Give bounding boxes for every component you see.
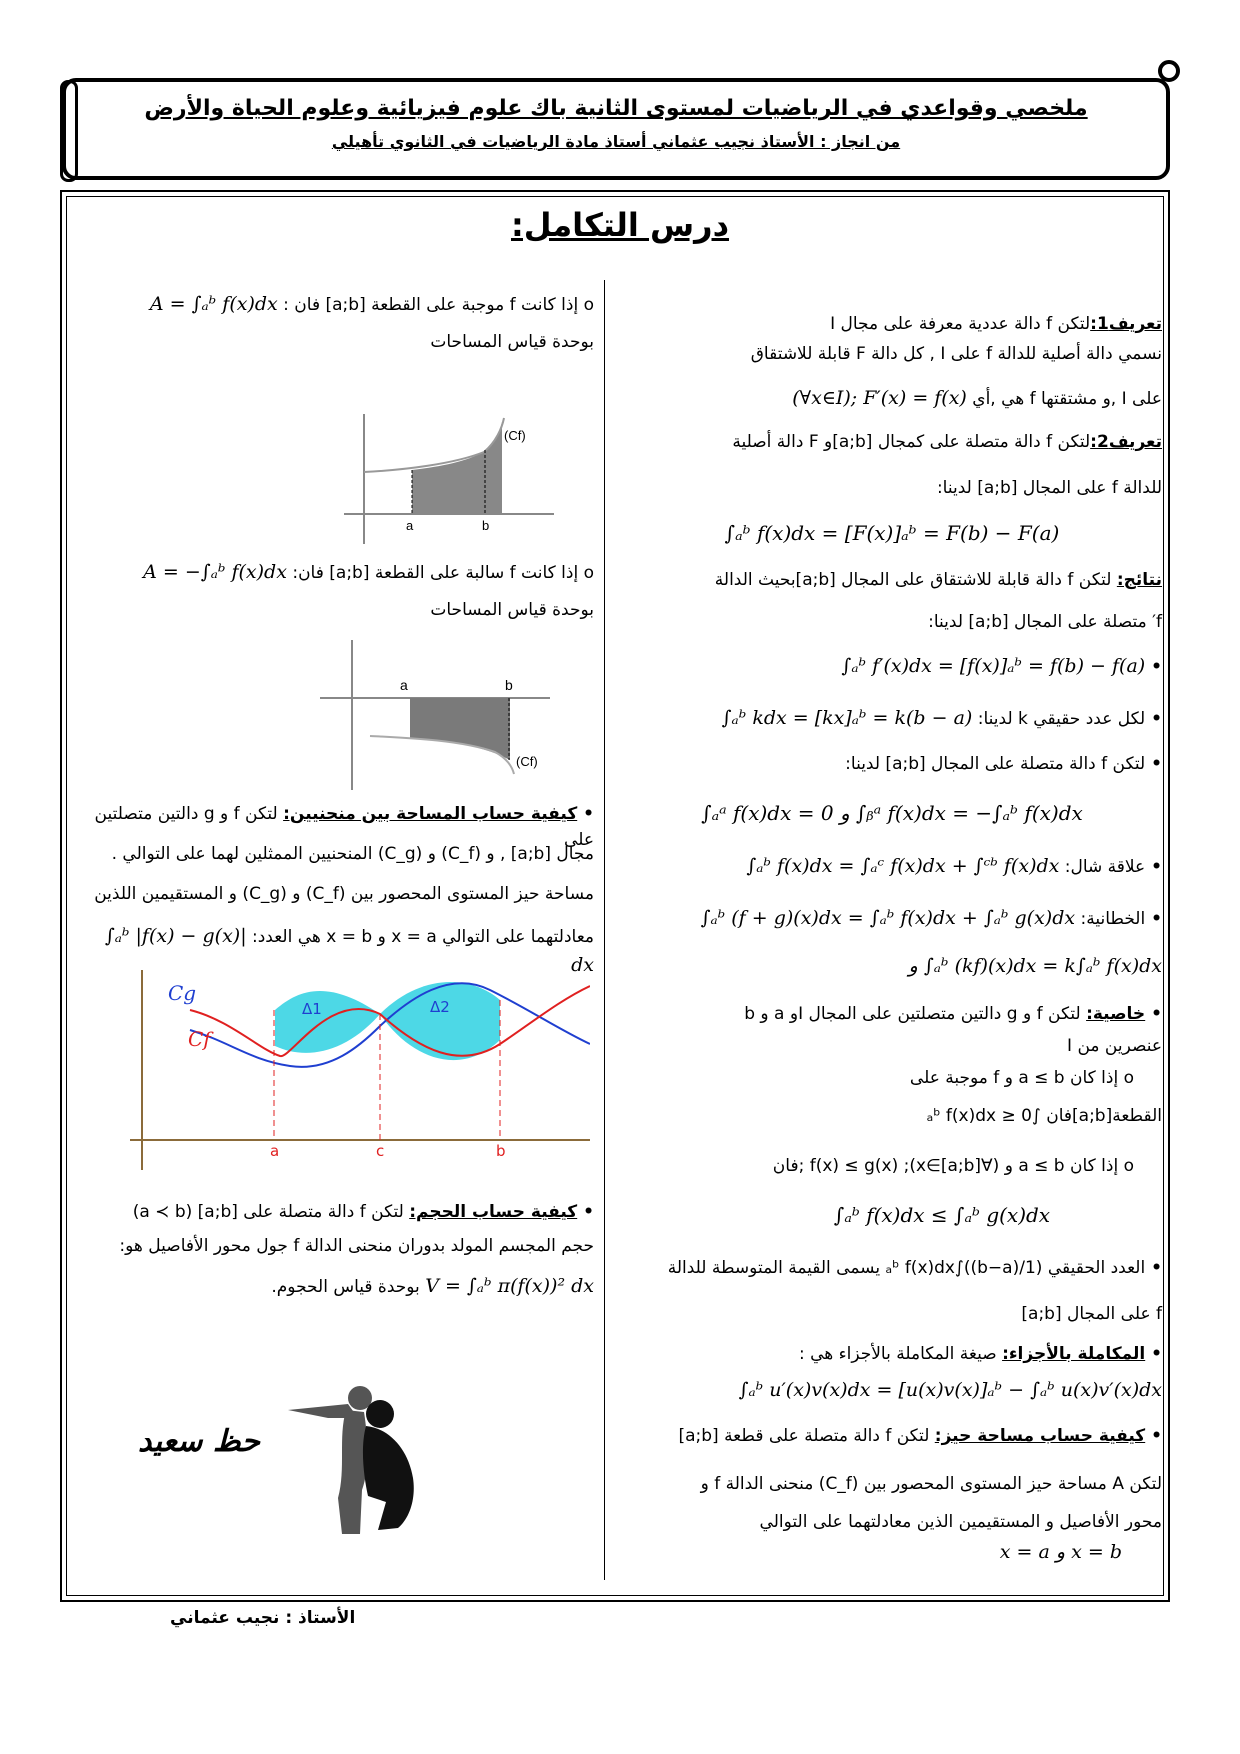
chasles [622, 852, 1162, 881]
two-math: ∫ₐᵇ |f(x) − g(x)| dx [104, 925, 594, 976]
header-scroll [62, 78, 1170, 180]
shaded-area [412, 422, 502, 514]
results-line2: f′ متصلة على المجال [a;b] لدينا: [928, 612, 1162, 632]
vol-row [84, 1272, 594, 1301]
parts-text: صيغة المكاملة بالأجزاء هي : [798, 1344, 997, 1364]
prop-line2: عنصرين من I [1067, 1036, 1162, 1056]
chasles-text: علاقة شال: [1064, 857, 1146, 877]
prop-text: لتكن f و g دالتين متصلتين على المجال Iو a و b [744, 1004, 1081, 1024]
area-line3: محور الأفاصيل و المستقيمين الذين معادلتهما على التوالي [759, 1512, 1162, 1532]
child-body [338, 1410, 368, 1534]
lesson-title: درس التكامل: [511, 206, 729, 244]
def1-line2: نسمي دالة أصلية للدالة f على I , كل دالة F قابلة للاشتقاق [750, 344, 1162, 364]
results-label: نتائج: [1116, 570, 1162, 590]
two-line2: مجال [a;b] , و (C_f) و (C_g) المنحنيين الممثلين لهما على التوالي . [111, 844, 594, 864]
figure-positive-area [344, 414, 554, 544]
label-b: b [505, 677, 513, 693]
label-d1: Δ1 [302, 1000, 322, 1018]
label-a: a [406, 518, 414, 533]
r1-math: ∫ₐᵇ f′(x)dx = [f(x)]ₐᵇ = f(b) − f(a) [841, 655, 1146, 677]
prop-case2-math: ∫ₐᵇ f(x)dx ≤ ∫ₐᵇ g(x)dx [833, 1203, 1051, 1227]
vol-text: لتكن f دالة متصلة على [a;b] (a ≺ b) [132, 1202, 404, 1222]
r2-math: ∫ₐᵇ kdx = [kx]ₐᵇ = k(b − a) [721, 707, 973, 729]
area-line4: x = a و x = b [999, 1541, 1122, 1563]
neg-unit: بوحدة قياس المساحات [430, 600, 594, 620]
parts-math: ∫ₐᵇ u′(x)v(x)dx = [u(x)v(x)]ₐᵇ − ∫ₐᵇ u(x)v′(x)dx [738, 1379, 1162, 1401]
neg-math: A = −∫ₐᵇ f(x)dx [143, 561, 287, 583]
def2-math: ∫ₐᵇ f(x)dx = [F(x)]ₐᵇ = F(b) − F(a) [724, 521, 1060, 545]
label-a: a [400, 677, 408, 693]
shaded-area [410, 698, 510, 760]
def1 [622, 312, 1162, 338]
scroll-curl [1158, 60, 1180, 82]
two-line4: معادلتهما على التوالي x = a و x = b هي العدد: [252, 927, 594, 947]
parent-child-silhouette [288, 1378, 438, 1538]
pos-unit: بوحدة قياس المساحات [430, 332, 594, 352]
label-cf: (Cf) [504, 428, 526, 443]
result-2 [622, 704, 1162, 733]
volume-method [84, 1200, 594, 1226]
header-title: ملخصي وقواعدي في الرياضيات لمستوى الثانية باك علوم فيزيائية وعلوم الحياة والأرض [144, 96, 1088, 121]
label-c: c [376, 1142, 385, 1160]
vol-math: V = ∫ₐᵇ π(f(x))² dx [425, 1275, 594, 1297]
def1-line3-row [622, 384, 1162, 413]
parts-label: المكاملة بالأجزاء: [1002, 1344, 1146, 1364]
area-text: لتكن f دالة متصلة على قطعة [a;b] [678, 1426, 930, 1446]
results-text: لتكن f دالة قابلة للاشتقاق على المجال [a;b]بحيث الدالة [714, 570, 1112, 590]
def1-text: لتكن f دالة عددية معرفة على مجال I [830, 314, 1091, 334]
prop-case1b: القطعة[a;b]فان ∫ₐᵇ f(x)dx ≥ 0 [926, 1106, 1162, 1126]
results [622, 568, 1162, 594]
signature-text: حظ سعيد [138, 1424, 260, 1459]
result-1 [622, 652, 1162, 681]
column-divider [604, 280, 605, 1580]
r2-text: لكل عدد حقيقي k لدينا: [977, 709, 1146, 729]
vol-unit: بوحدة قياس الحجوم. [271, 1277, 420, 1297]
two-text: لتكن f و g دالتين متصلتين على [94, 804, 594, 850]
def2-line2: للدالة f على المجال [a;b] لدينا: [936, 478, 1162, 498]
figure-two-curves [130, 970, 590, 1170]
vol-line2: حجم المجسم المولد بدوران منحنى الدالة f جول محور الأفاصيل هو: [119, 1236, 594, 1256]
pos-math: A = ∫ₐᵇ f(x)dx [149, 293, 278, 315]
linear-text: الخطانية: [1080, 909, 1146, 929]
label-d2: Δ2 [430, 998, 450, 1016]
chasles-math: ∫ₐᵇ f(x)dx = ∫ₐᶜ f(x)dx + ∫ᶜᵇ f(x)dx [746, 855, 1060, 877]
positive-case [84, 290, 594, 319]
integration-by-parts [622, 1342, 1162, 1368]
mean-line2: f على المجال [a;b] [1021, 1304, 1162, 1324]
footer-author: الأستاذ : نجيب عثماني [170, 1608, 356, 1628]
prop-label: خاصية: [1086, 1004, 1146, 1024]
area-label: كيفية حساب مساحة حيز: [934, 1426, 1146, 1446]
parts-row [622, 1376, 1162, 1405]
pos-text: إذا كانت f موجبة على القطعة [a;b] فان : [283, 295, 579, 315]
region-d1 [275, 991, 380, 1053]
result-3: • لتكن f دالة متصلة على المجال [a;b] لدينا: [622, 752, 1162, 778]
label-a: a [270, 1142, 280, 1160]
area-line2: لتكن A مساحة حيز المستوى المحصور بين (C_f) منحنى الدالة f و [700, 1474, 1162, 1494]
mean-value: • العدد الحقيقي (1/(b−a))∫ₐᵇ f(x)dx يسمى القيمة المتوسطة للدالة [622, 1256, 1162, 1282]
def2 [622, 430, 1162, 456]
linear-row2 [622, 952, 1162, 981]
adult-body [363, 1426, 414, 1530]
def1-math: (∀x∈I); F′(x) = f(x) [792, 387, 967, 409]
r3-math: ∫ₐᵃ f(x)dx = 0 و ∫ᵦᵃ f(x)dx = −∫ₐᵇ f(x)dx [701, 801, 1083, 825]
area-line4-row [582, 1538, 1122, 1567]
def2-text: لتكن f دالة متصلة على كمجال [a;b]و F دالة أصلية [732, 432, 1091, 452]
neg-text: إذا كانت f سالبة على القطعة [a;b] فان: [292, 563, 579, 583]
prop-case1: o إذا كان a ≤ b و f موجبة على [594, 1066, 1134, 1092]
header-subtitle: من انجاز : الأستاذ نجيب عثماني أستاذ مادة الرياضيات في الثانوي تأهيلي [331, 132, 901, 151]
linear-math: ∫ₐᵇ (f + g)(x)dx = ∫ₐᵇ f(x)dx + ∫ₐᵇ g(x)dx [700, 907, 1076, 929]
def1-line3: على I ,و مشتقتها f هي ,أي [972, 389, 1162, 409]
linearity [622, 904, 1162, 933]
adult-head [366, 1400, 394, 1428]
label-cg: Cg [168, 981, 197, 1005]
label-b: b [496, 1142, 506, 1160]
prop-case2: o إذا كان a ≤ b و (∀x∈[a;b]); f(x) ≤ g(x) ;فان [594, 1154, 1134, 1180]
negative-case [84, 558, 594, 587]
def1-label: تعريف1: [1090, 314, 1162, 334]
label-cf: (Cf) [516, 754, 538, 769]
property [622, 1002, 1162, 1028]
label-b: b [482, 518, 490, 533]
figure-negative-area [320, 640, 550, 790]
two-label: كيفية حساب المساحة بين منحنيين: [283, 804, 578, 824]
linear-math2: و ∫ₐᵇ (kf)(x)dx = k∫ₐᵇ f(x)dx [908, 955, 1162, 977]
region-d2 [380, 982, 500, 1060]
label-cf: Cf [188, 1027, 211, 1051]
def2-label: تعريف2: [1090, 432, 1162, 452]
vol-label: كيفية حساب الحجم: [409, 1202, 578, 1222]
area-method [622, 1424, 1162, 1450]
two-line3: مساحة حيز المستوى المحصور بين (C_f) و (C_g) و المستقيمين اللذين [94, 884, 594, 904]
